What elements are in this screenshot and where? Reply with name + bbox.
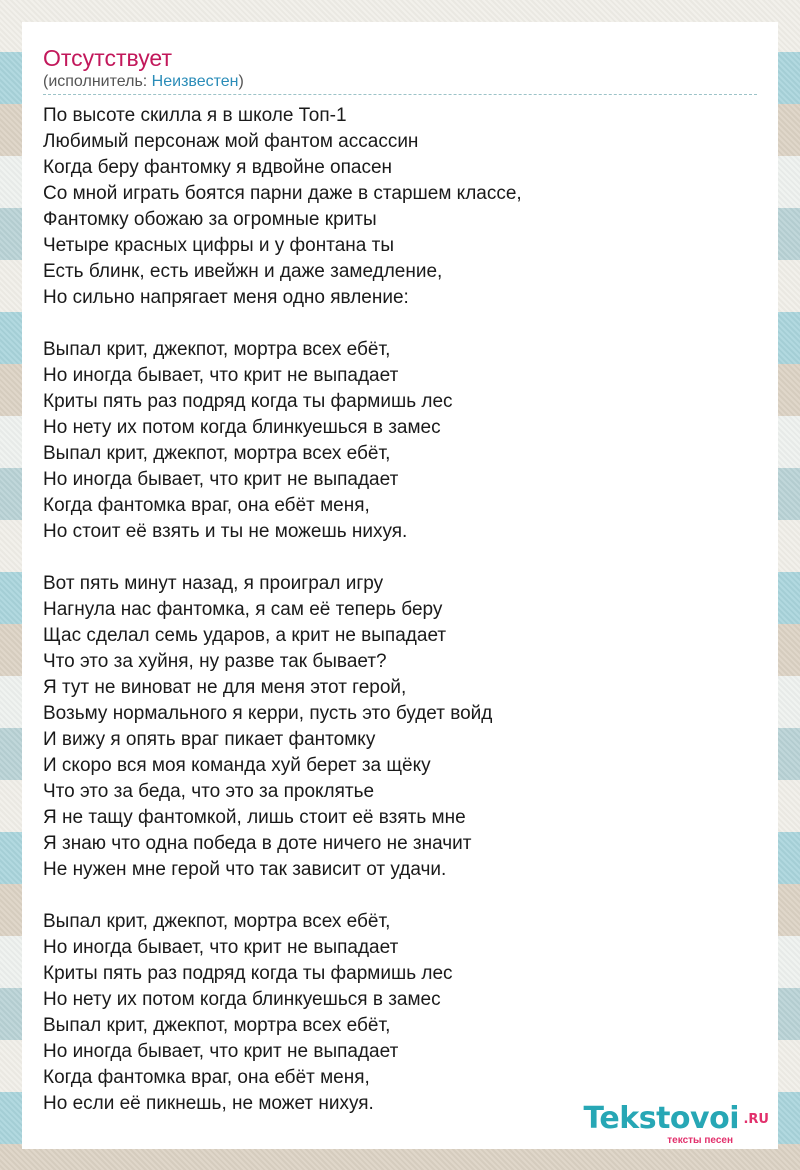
lyric-line: Но иногда бывает, что крит не выпадает	[43, 937, 399, 958]
lyric-line: Любимый персонаж мой фантом ассассин	[43, 131, 419, 152]
lyric-line: Я не тащу фантомкой, лишь стоит её взять мне	[43, 807, 466, 828]
lyrics-body	[43, 103, 763, 1143]
lyric-line: Что это за беда, что это за проклятье	[43, 781, 375, 802]
lyric-line: Четыре красных цифры и у фонтана ты	[43, 235, 394, 256]
lyrics-stanza	[43, 571, 763, 883]
lyric-line: Выпал крит, джекпот, мортра всех ебёт,	[43, 911, 391, 932]
lyric-line: Криты пять раз подряд когда ты фармишь лес	[43, 391, 453, 412]
lyric-line: Со мной играть боятся парни даже в старшем классе,	[43, 183, 522, 204]
title-divider	[43, 94, 757, 95]
lyric-line: Я знаю что одна победа в доте ничего не значит	[43, 833, 472, 854]
artist-link[interactable]: Неизвестен	[151, 73, 239, 90]
lyric-line: Но иногда бывает, что крит не выпадает	[43, 469, 399, 490]
lyric-line: По высоте скилла я в школе Топ-1	[43, 105, 347, 126]
lyric-line: Щас сделал семь ударов, а крит не выпадает	[43, 625, 447, 646]
lyric-line: Но нету их потом когда блинкуешься в замес	[43, 417, 441, 438]
lyric-line: Не нужен мне герой что так зависит от удачи.	[43, 859, 447, 880]
lyric-line: Но стоит её взять и ты не можешь нихуя.	[43, 521, 408, 542]
lyric-line: И скоро вся моя команда хуй берет за щёку	[43, 755, 431, 776]
lyric-line: Когда беру фантомку я вдвойне опасен	[43, 157, 393, 178]
lyrics-card	[22, 22, 778, 1149]
lyric-line: Что это за хуйня, ну разве так бывает?	[43, 651, 387, 672]
lyric-line: Но если её пикнешь, не может нихуя.	[43, 1093, 374, 1114]
lyric-line: Выпал крит, джекпот, мортра всех ебёт,	[43, 339, 391, 360]
lyric-line: Когда фантомка враг, она ебёт меня,	[43, 1067, 370, 1088]
lyric-line: Выпал крит, джекпот, мортра всех ебёт,	[43, 1015, 391, 1036]
lyric-line: Но иногда бывает, что крит не выпадает	[43, 365, 399, 386]
lyric-line: Фантомку обожаю за огромные криты	[43, 209, 377, 230]
lyric-line: Выпал крит, джекпот, мортра всех ебёт,	[43, 443, 391, 464]
lyric-line: Но иногда бывает, что крит не выпадает	[43, 1041, 399, 1062]
lyric-line: Возьму нормального я керри, пусть это будет войд	[43, 703, 493, 724]
site-logo[interactable]	[559, 1101, 769, 1149]
lyric-line: Есть блинк, есть ивейжн и даже замедление,	[43, 261, 443, 282]
lyric-line: Нагнула нас фантомка, я сам её теперь беру	[43, 599, 443, 620]
logo-tld: .RU	[743, 1112, 769, 1127]
artist-suffix: )	[238, 73, 244, 90]
artist-line	[43, 72, 244, 92]
lyric-line: Но нету их потом когда блинкуешься в замес	[43, 989, 441, 1010]
lyrics-stanza	[43, 337, 763, 545]
lyric-line: Я тут не виноват не для меня этот герой,	[43, 677, 407, 698]
lyric-line: И вижу я опять враг пикает фантомку	[43, 729, 376, 750]
logo-name: Tekstovoi	[583, 1101, 739, 1136]
logo-tagline: тексты песен	[667, 1135, 733, 1146]
lyric-line: Когда фантомка враг, она ебёт меня,	[43, 495, 370, 516]
lyrics-stanza	[43, 103, 763, 311]
lyrics-stanza	[43, 909, 763, 1117]
lyric-line: Но сильно напрягает меня одно явление:	[43, 287, 409, 308]
artist-prefix: (исполнитель:	[43, 73, 152, 90]
lyric-line: Вот пять минут назад, я проиграл игру	[43, 573, 384, 594]
song-title: Отсутствует	[43, 45, 172, 71]
lyric-line: Криты пять раз подряд когда ты фармишь лес	[43, 963, 453, 984]
